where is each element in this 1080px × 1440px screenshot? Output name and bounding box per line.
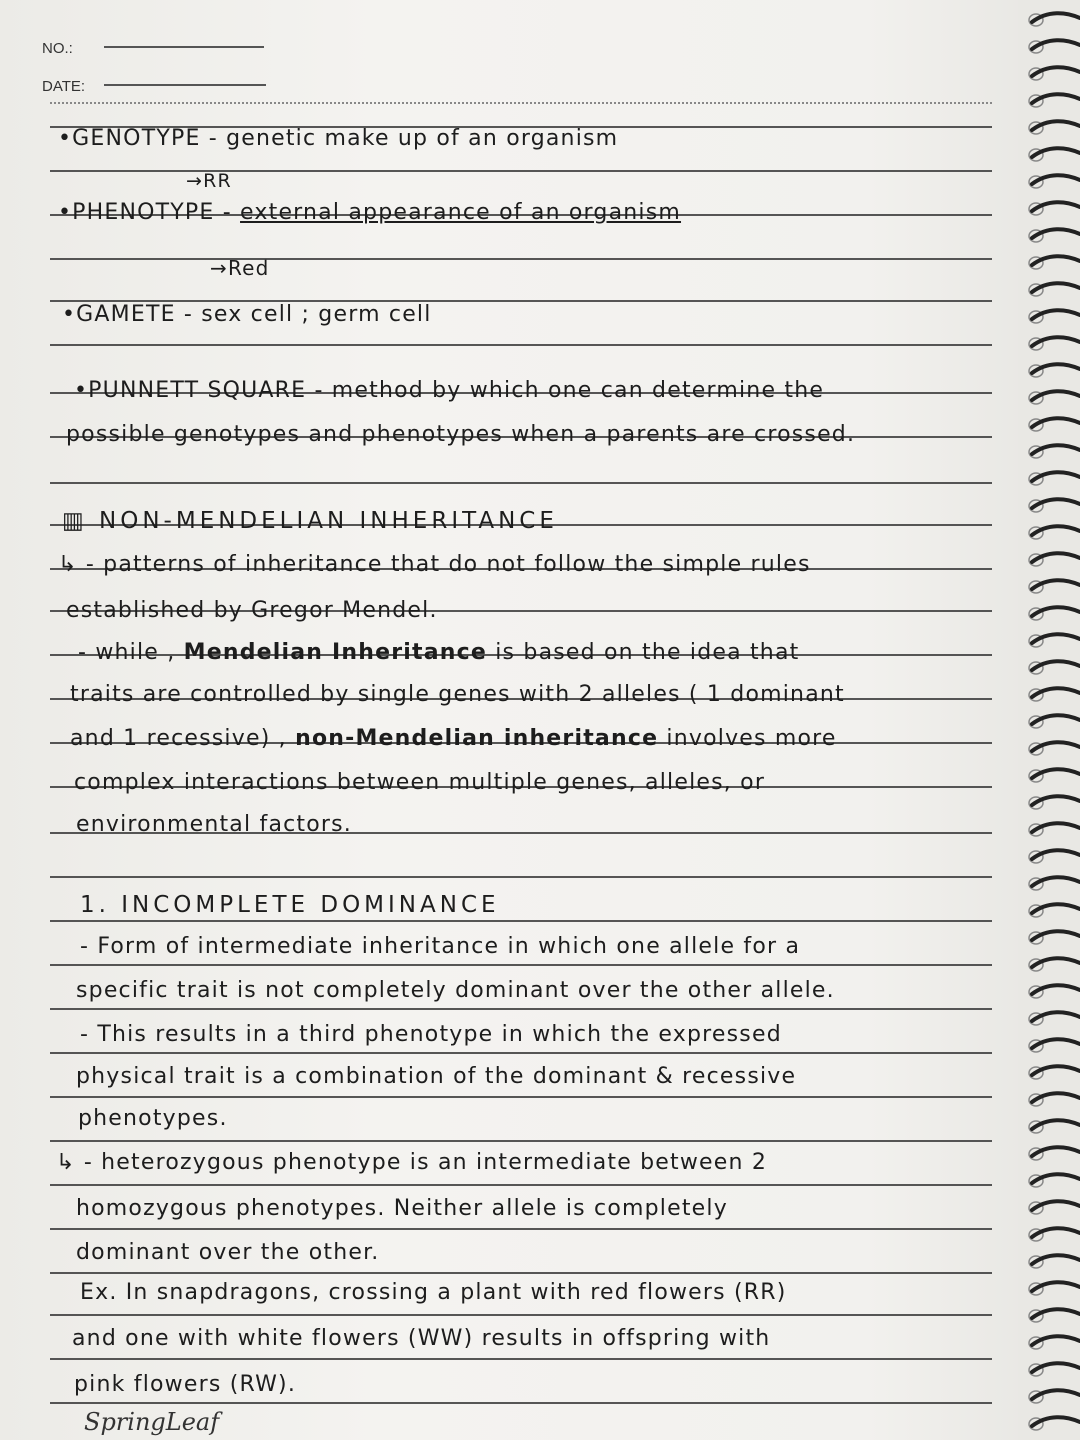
non-mendelian-line-7: environmental factors. — [76, 812, 353, 837]
ruled-line — [50, 1358, 992, 1360]
non-mendelian-heading: ▥ NON-MENDELIAN INHERITANCE — [62, 508, 558, 534]
ruled-line — [50, 1184, 992, 1186]
genotype-example: →RR — [186, 170, 232, 192]
ruled-line — [50, 1008, 992, 1010]
gamete-line — [62, 302, 432, 327]
ruled-line — [50, 920, 992, 922]
incomplete-line-1: - Form of intermediate inheritance in which one allele for a — [80, 934, 801, 959]
brand-logo: SpringLeaf — [84, 1408, 220, 1436]
date-label: DATE: — [42, 78, 86, 95]
phenotype-example: →Red — [210, 256, 270, 280]
no-line — [104, 46, 264, 48]
incomplete-example-1: Ex. In snapdragons, crossing a plant with red flowers (RR) — [80, 1280, 787, 1305]
phenotype-term: •PHENOTYPE - — [58, 200, 232, 225]
incomplete-line-7: homozygous phenotypes. Neither allele is completely — [76, 1196, 728, 1221]
top-dotted-line — [50, 102, 992, 104]
ruled-line — [50, 258, 992, 260]
non-mendelian-line-6: complex interactions between multiple genes, alleles, or — [74, 770, 766, 795]
incomplete-line-2: specific trait is not completely dominant over the other allele. — [76, 978, 835, 1003]
phenotype-definition: external appearance of an organism — [240, 200, 682, 225]
ruled-line — [50, 964, 992, 966]
gamete-term: •GAMETE - — [62, 302, 194, 327]
ruled-line — [50, 344, 992, 346]
nm-line5-post: involves more — [666, 726, 837, 751]
no-label: NO.: — [42, 40, 73, 57]
punnett-line-1: •PUNNETT SQUARE - method by which one can determine the — [74, 378, 825, 403]
gamete-definition: sex cell ; germ cell — [201, 302, 432, 327]
ruled-line — [50, 1096, 992, 1098]
ruled-line — [50, 1228, 992, 1230]
ruled-line — [50, 1402, 992, 1404]
spiral-binding — [1018, 0, 1080, 1440]
incomplete-line-5: phenotypes. — [78, 1106, 228, 1131]
ruled-line — [50, 482, 992, 484]
genotype-definition: genetic make up of an organism — [226, 126, 619, 151]
incomplete-line-6: ↳ - heterozygous phenotype is an intermediate between 2 — [56, 1150, 768, 1175]
non-mendelian-line-2: established by Gregor Mendel. — [66, 598, 438, 623]
genotype-line — [58, 126, 618, 151]
ruled-line — [50, 1140, 992, 1142]
incomplete-example-3: pink flowers (RW). — [74, 1372, 297, 1397]
non-mendelian-line-5 — [70, 726, 837, 751]
nm-line5-bold: non-Mendelian inheritance — [295, 726, 659, 751]
nm-line3-post: is based on the idea that — [495, 640, 800, 665]
incomplete-line-3: - This results in a third phenotype in which the expressed — [80, 1022, 782, 1047]
ruled-line — [50, 876, 992, 878]
nm-line3-pre: - while , — [78, 640, 176, 665]
date-line — [104, 84, 266, 86]
nm-line5-pre: and 1 recessive) , — [70, 726, 287, 751]
incomplete-dominance-heading: 1. INCOMPLETE DOMINANCE — [80, 892, 500, 918]
non-mendelian-line-4: traits are controlled by single genes with 2 alleles ( 1 dominant — [70, 682, 845, 707]
ruled-line — [50, 1314, 992, 1316]
genotype-term: •GENOTYPE - — [58, 126, 218, 151]
non-mendelian-line-3 — [78, 640, 799, 665]
incomplete-line-4: physical trait is a combination of the dominant & recessive — [76, 1064, 797, 1089]
non-mendelian-line-1: ↳ - patterns of inheritance that do not follow the simple rules — [58, 552, 811, 577]
punnett-line-2: possible genotypes and phenotypes when a parents are crossed. — [66, 422, 856, 447]
ruled-line — [50, 1052, 992, 1054]
incomplete-line-8: dominant over the other. — [76, 1240, 380, 1265]
nm-line3-bold: Mendelian Inheritance — [183, 640, 488, 665]
binding-strip — [1018, 0, 1080, 1440]
incomplete-example-2: and one with white flowers (WW) results in offspring with — [72, 1326, 771, 1351]
phenotype-line — [58, 200, 681, 225]
ruled-line — [50, 1272, 992, 1274]
